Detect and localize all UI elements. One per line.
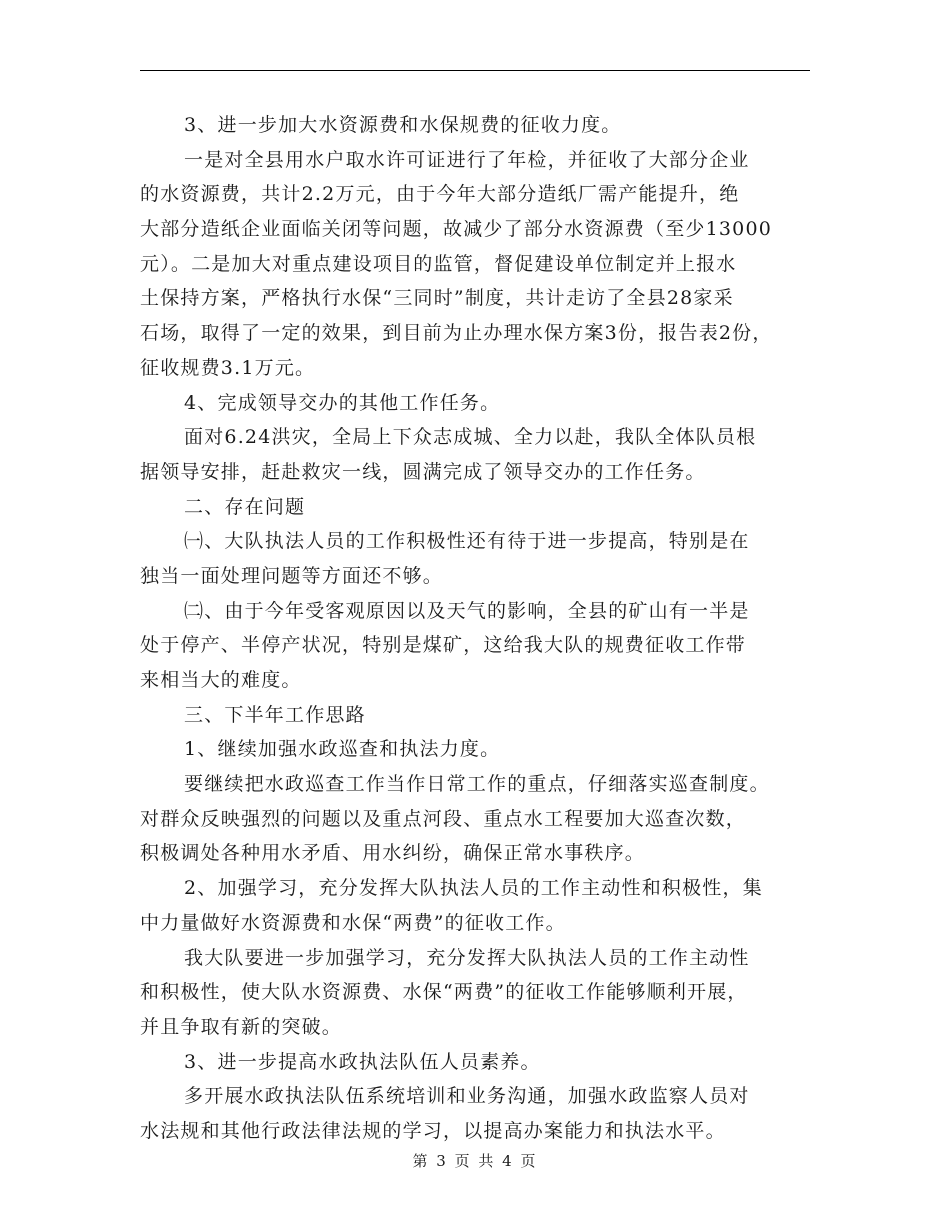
document-body bbox=[140, 108, 810, 1149]
heading-strengthen-learning: 2、加强学习，充分发挥大队执法人员的工作主动性和积极性，集 bbox=[184, 877, 763, 900]
paragraph-line: 处于停产、半停产状况，特别是煤矿，这给我大队的规费征收工作带 bbox=[140, 634, 747, 657]
paragraph-line: 来相当大的难度。 bbox=[140, 669, 302, 691]
paragraph-line: 和积极性，使大队水资源费、水保“两费”的征收工作能够顺利开展， bbox=[140, 981, 748, 1004]
heading-water-fee-collection: 3、进一步加大水资源费和水保规费的征收力度。 bbox=[184, 114, 622, 136]
paragraph-line: 的水资源费，共计2.2万元，由于今年大部分造纸厂需产能提升，绝 bbox=[140, 183, 740, 206]
paragraph-line: 对群众反映强烈的问题以及重点河段、重点水工程要加大巡查次数， bbox=[140, 807, 747, 830]
section-heading-plans: 三、下半年工作思路 bbox=[184, 703, 366, 726]
heading-team-quality: 3、进一步提高水政执法队伍人员素养。 bbox=[184, 1050, 541, 1073]
paragraph-line: 土保持方案，严格执行水保“三同时”制度，共计走访了全县28家采 bbox=[140, 287, 734, 310]
paragraph-line: 征收规费3.1万元。 bbox=[140, 356, 316, 379]
heading-other-tasks: 4、完成领导交办的其他工作任务。 bbox=[184, 391, 501, 414]
section-heading-problems: 二、存在问题 bbox=[184, 495, 306, 518]
paragraph-line: 据领导安排，赶赴救灾一线，圆满完成了领导交办的工作任务。 bbox=[140, 460, 706, 483]
paragraph-line: 并且争取有新的突破。 bbox=[140, 1015, 343, 1038]
paragraph-line: ㈡、由于今年受客观原因以及天气的影响，全县的矿山有一半是 bbox=[184, 599, 750, 622]
paragraph-line: 元）。二是加大对重点建设项目的监管，督促建设单位制定并上报水 bbox=[140, 252, 737, 275]
paragraph-line: 大部分造纸企业面临关闭等问题，故减少了部分水资源费（至少13000 bbox=[140, 218, 773, 241]
paragraph-line: 石场，取得了一定的效果，到目前为止办理水保方案3份，报告表2份， bbox=[140, 322, 773, 345]
paragraph-line: 我大队要进一步加强学习，充分发挥大队执法人员的工作主动性 bbox=[184, 946, 750, 969]
paragraph-line: 面对6.24洪灾，全局上下众志成城、全力以赴，我队全体队员根 bbox=[184, 426, 757, 449]
paragraph-line: ㈠、大队执法人员的工作积极性还有待于进一步提高，特别是在 bbox=[184, 530, 750, 553]
paragraph-line: 多开展水政执法队伍系统培训和业务沟通，加强水政监察人员对 bbox=[184, 1085, 750, 1108]
paragraph-line: 要继续把水政巡查工作当作日常工作的重点，仔细落实巡查制度。 bbox=[184, 773, 770, 796]
paragraph-line: 中力量做好水资源费和水保“两费”的征收工作。 bbox=[140, 911, 566, 934]
paragraph-line: 一是对全县用水户取水许可证进行了年检，并征收了大部分企业 bbox=[184, 148, 750, 171]
heading-patrol-enforcement: 1、继续加强水政巡查和执法力度。 bbox=[184, 738, 501, 761]
page-number-footer: 第 3 页 共 4 页 bbox=[412, 1152, 538, 1170]
paragraph-line: 水法规和其他行政法律法规的学习，以提高办案能力和执法水平。 bbox=[140, 1119, 726, 1142]
paragraph-line: 积极调处各种用水矛盾、用水纠纷，确保正常水事秩序。 bbox=[140, 842, 646, 865]
paragraph-line: 独当一面处理问题等方面还不够。 bbox=[140, 564, 444, 587]
header-rule bbox=[140, 70, 810, 71]
